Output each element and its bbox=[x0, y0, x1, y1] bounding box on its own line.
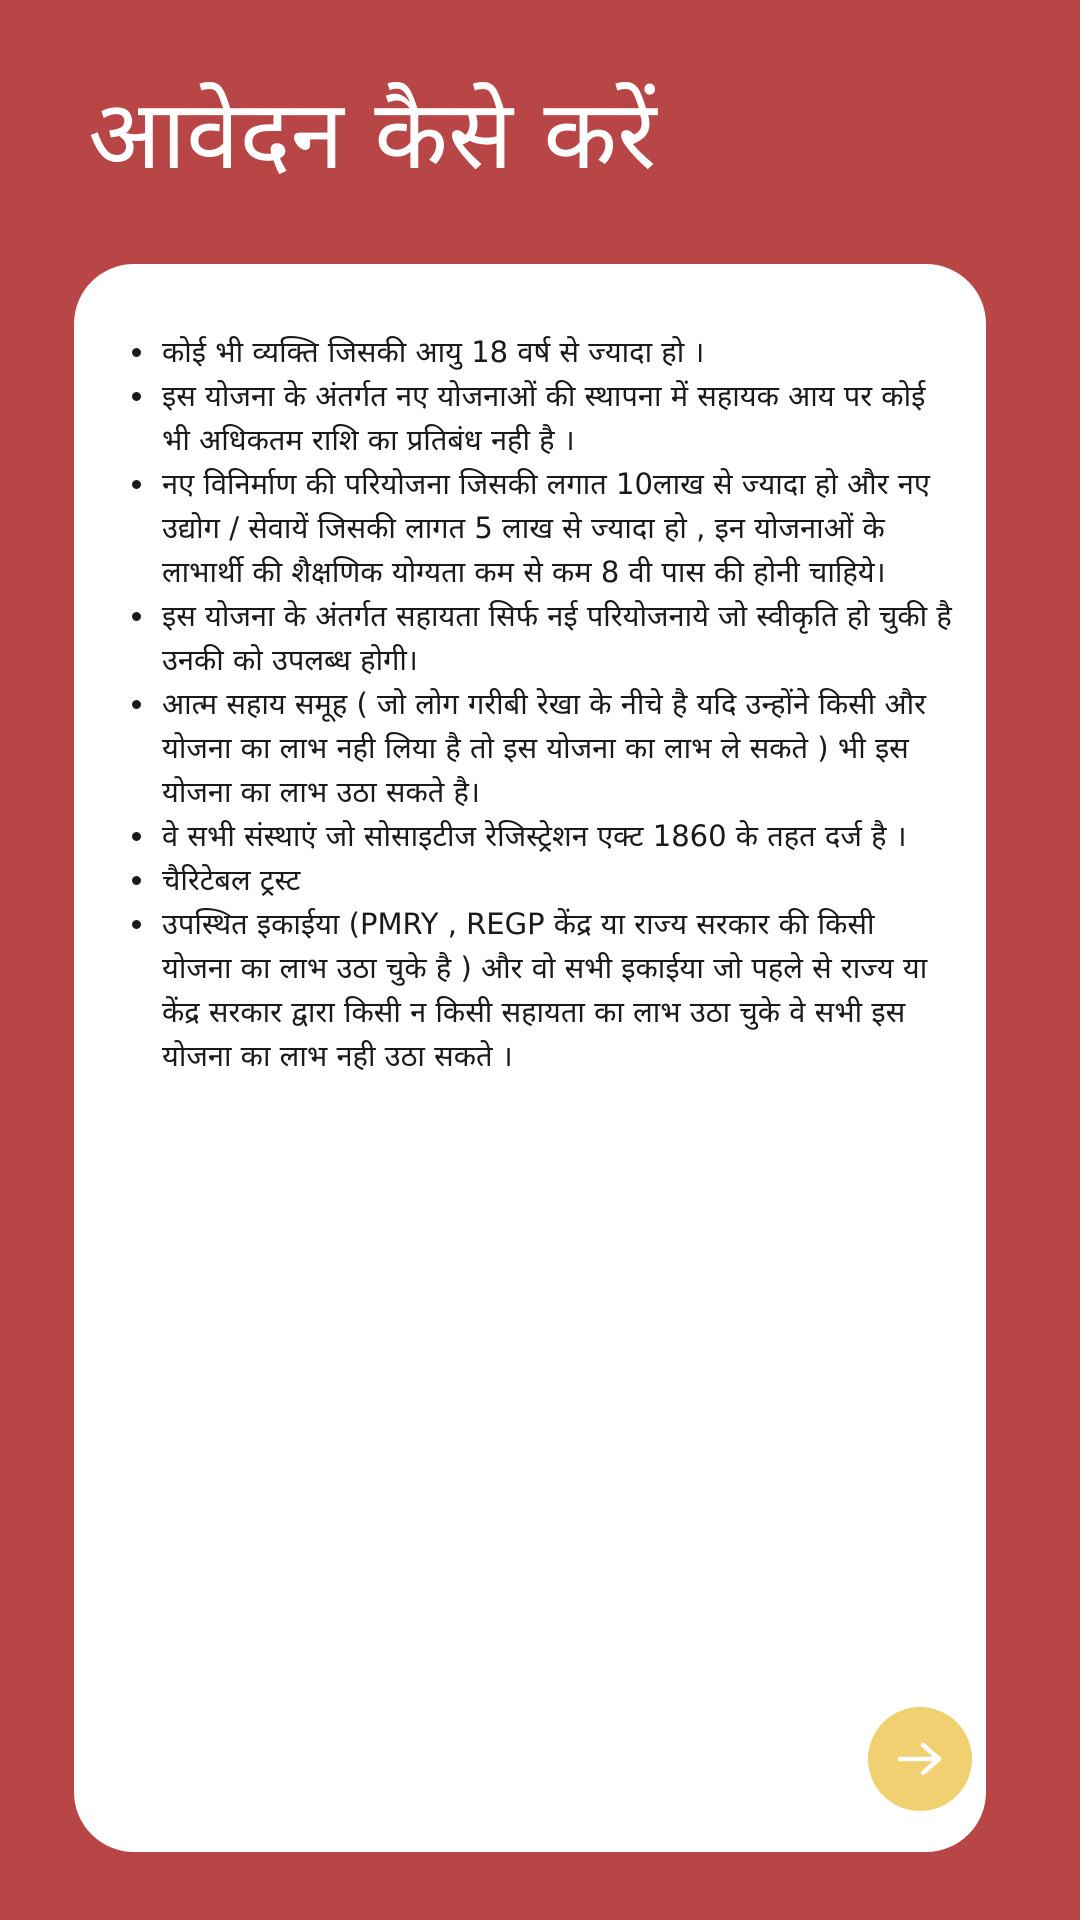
list-item-text: कोई भी व्यक्ति जिसकी आयु 18 वर्ष से ज्यादा हो । bbox=[162, 335, 705, 369]
bullet-icon bbox=[132, 920, 141, 929]
arrow-right-icon bbox=[897, 1742, 943, 1776]
bullet-icon bbox=[132, 348, 141, 357]
bullet-icon bbox=[132, 480, 141, 489]
bullet-icon bbox=[132, 876, 141, 885]
content-card bbox=[74, 264, 986, 1852]
list-item bbox=[162, 682, 952, 814]
list-item bbox=[162, 814, 952, 858]
list-item bbox=[162, 374, 952, 462]
eligibility-list bbox=[162, 330, 952, 1078]
bullet-icon bbox=[132, 612, 141, 621]
page-title: आवेदन कैसे करें bbox=[88, 79, 657, 191]
list-item-text: वे सभी संस्थाएं जो सोसाइटीज रेजिस्ट्रेशन एक्ट 1860 के तहत दर्ज है । bbox=[162, 819, 907, 853]
list-item-text: इस योजना के अंतर्गत सहायता सिर्फ नई परियोजनाये जो स्वीकृति हो चुकी है उनकी को उपलब्ध होगी। bbox=[162, 599, 952, 677]
list-item-text: उपस्थित इकाईया (PMRY , REGP केंद्र या राज्य सरकार की किसी योजना का लाभ उठा चुके है ) और वो सभी इकाईया जो पहले से राज्य या केंद्र सरकार द्वारा किसी न किसी सहायता का लाभ उठा चुके वे सभी इस योजना का लाभ नही उठा सकते । bbox=[162, 907, 928, 1073]
list-item-text: नए विनिर्माण की परियोजना जिसकी लगात 10लाख से ज्यादा हो और नए उद्योग / सेवायें जिसकी लागत 5 लाख से ज्यादा हो , इन योजनाओं के लाभार्थी की शैक्षणिक योग्यता कम से कम 8 वी पास की होनी चाहिये। bbox=[162, 467, 930, 589]
bullet-icon bbox=[132, 832, 141, 841]
list-item-text: इस योजना के अंतर्गत नए योजनाओं की स्थापना में सहायक आय पर कोई भी अधिकतम राशि का प्रतिबंध नही है । bbox=[162, 379, 926, 457]
list-item bbox=[162, 330, 952, 374]
list-item bbox=[162, 594, 952, 682]
list-item bbox=[162, 858, 952, 902]
bullet-icon bbox=[132, 700, 141, 709]
next-button[interactable] bbox=[868, 1707, 972, 1811]
list-item-text: आत्म सहाय समूह ( जो लोग गरीबी रेखा के नीचे है यदि उन्होंने किसी और योजना का लाभ नही लिया है तो इस योजना का लाभ ले सकते ) भी इस योजना का लाभ उठा सकते है। bbox=[162, 687, 926, 809]
list-item bbox=[162, 462, 952, 594]
bullet-icon bbox=[132, 392, 141, 401]
list-item bbox=[162, 902, 952, 1078]
list-item-text: चैरिटेबल ट्रस्ट bbox=[162, 863, 301, 897]
